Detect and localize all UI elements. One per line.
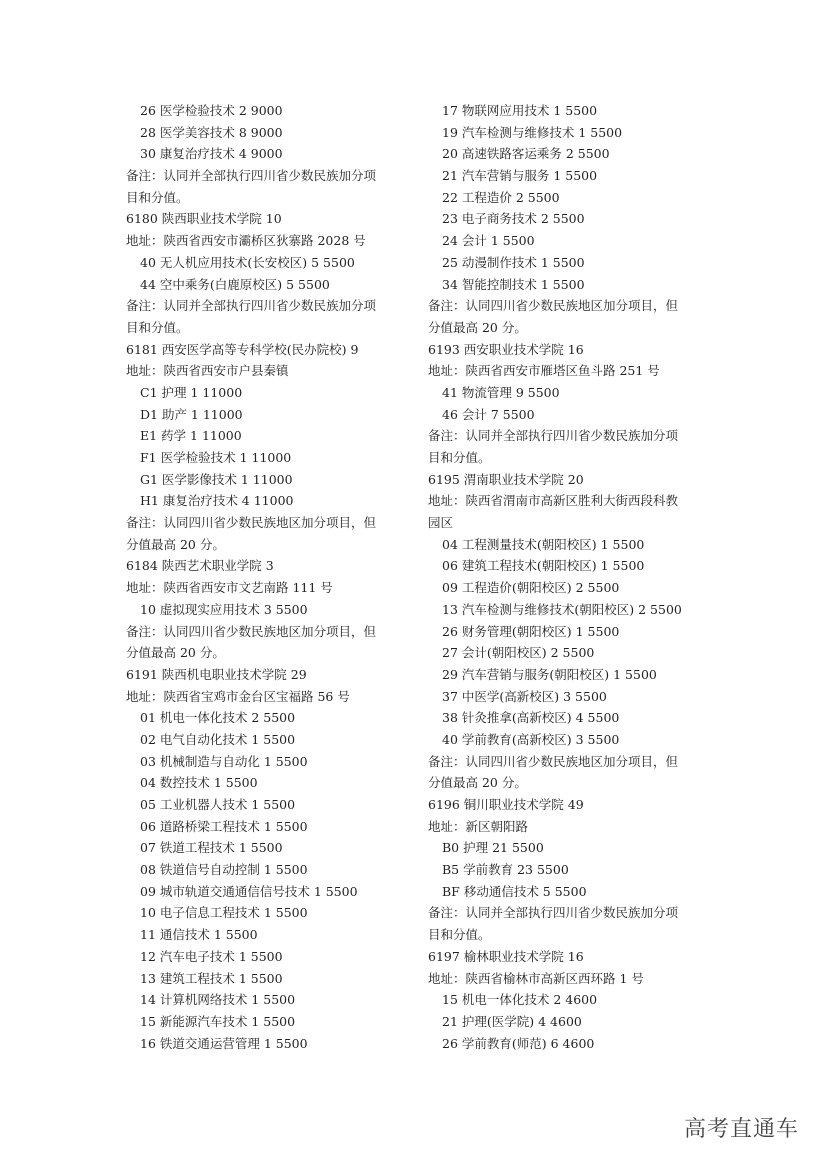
- program-entry: 26 医学检验技术 2 9000: [140, 103, 283, 118]
- program-entry: 29 汽车营销与服务(朝阳校区) 1 5500: [442, 666, 657, 682]
- program-entry: 05 工业机器人技术 1 5500: [140, 797, 296, 812]
- program-entry: 25 动漫制作技术 1 5500: [442, 254, 585, 270]
- program-entry: 23 电子商务技术 2 5500: [442, 211, 585, 227]
- program-entry: 04 工程测量技术(朝阳校区) 1 5500: [442, 536, 645, 552]
- program-entry: 27 会计(朝阳校区) 2 5500: [442, 645, 595, 661]
- program-entry: 37 中医学(高新校区) 3 5500: [442, 688, 607, 704]
- program-entry: B0 护理 21 5500: [442, 840, 544, 856]
- text-line: 备注：认同并全部执行四川省少数民族加分项: [126, 298, 377, 314]
- text-line: 6184 陕西艺术职业学院 3: [126, 558, 274, 574]
- program-entry: 08 铁道信号自动控制 1 5500: [140, 862, 308, 878]
- text-line: 目和分值。: [428, 927, 491, 943]
- program-entry: 21 护理(医学院) 4 4600: [442, 1013, 582, 1029]
- program-entry: 16 铁道交通运营管理 1 5500: [140, 1035, 308, 1051]
- text-line: 6180 陕西职业技术学院 10: [126, 211, 282, 227]
- program-entry: 13 建筑工程技术 1 5500: [140, 970, 283, 986]
- program-entry: 15 新能源汽车技术 1 5500: [140, 1013, 296, 1029]
- text-line: 地址：陕西省榆林市高新区西环路 1 号: [428, 970, 644, 986]
- program-entry: 17 物联网应用技术 1 5500: [442, 103, 598, 118]
- text-line: 地址：陕西省西安市雁塔区鱼斗路 251 号: [428, 363, 660, 379]
- text-line: 分值最高 20 分。: [428, 319, 527, 335]
- text-line: 目和分值。: [126, 319, 189, 335]
- program-entry: 12 汽车电子技术 1 5500: [140, 948, 283, 964]
- program-entry: 09 城市轨道交通通信信号技术 1 5500: [140, 883, 358, 899]
- text-line: 备注：认同并全部执行四川省少数民族加分项: [428, 905, 679, 921]
- text-line: 地址：新区朝阳路: [428, 818, 529, 834]
- program-entry: 40 学前教育(高新校区) 3 5500: [442, 731, 620, 747]
- text-line: 分值最高 20 分。: [428, 775, 527, 791]
- text-line: 地址：陕西省西安市户县秦镇: [126, 363, 289, 379]
- program-entry: 26 学前教育(师范) 6 4600: [442, 1035, 595, 1051]
- text-line: 备注：认同四川省少数民族地区加分项目，但: [126, 623, 377, 639]
- program-entry: 19 汽车检测与维修技术 1 5500: [442, 124, 623, 140]
- right-column: [428, 100, 718, 1054]
- text-line: 地址：陕西省西安市灞桥区狄寨路 2028 号: [126, 233, 366, 249]
- watermark: 高考直通车: [683, 1117, 799, 1142]
- program-entry: C1 护理 1 11000: [140, 384, 243, 400]
- program-entry: 09 工程造价(朝阳校区) 2 5500: [442, 580, 620, 596]
- program-entry: 34 智能控制技术 1 5500: [442, 276, 585, 292]
- program-entry: 10 电子信息工程技术 1 5500: [140, 905, 308, 921]
- text-line: 地址：陕西省渭南市高新区胜利大街西段科教: [428, 493, 679, 509]
- program-entry: 13 汽车检测与维修技术(朝阳校区) 2 5500: [442, 601, 682, 617]
- program-entry: 02 电气自动化技术 1 5500: [140, 731, 296, 747]
- text-line: 园区: [428, 515, 454, 531]
- program-entry: B5 学前教育 23 5500: [442, 862, 569, 878]
- program-entry: 10 虚拟现实应用技术 3 5500: [140, 601, 308, 617]
- program-entry: BF 移动通信技术 5 5500: [442, 883, 587, 899]
- program-entry: E1 药学 1 11000: [140, 428, 242, 444]
- text-line: 目和分值。: [428, 450, 491, 465]
- program-entry: 30 康复治疗技术 4 9000: [140, 146, 283, 162]
- program-entry: G1 医学影像技术 1 11000: [140, 471, 293, 487]
- text-line: 6195 渭南职业技术学院 20: [428, 471, 584, 487]
- text-line: 备注：认同四川省少数民族地区加分项目，但: [428, 753, 679, 769]
- program-entry: 14 计算机网络技术 1 5500: [140, 992, 296, 1008]
- program-entry: 15 机电一体化技术 2 4600: [442, 992, 598, 1008]
- program-entry: F1 医学检验技术 1 11000: [140, 450, 292, 465]
- program-entry: 22 工程造价 2 5500: [442, 189, 560, 205]
- program-entry: 04 数控技术 1 5500: [140, 775, 258, 791]
- program-entry: 11 通信技术 1 5500: [140, 927, 258, 943]
- text-line: 目和分值。: [126, 189, 189, 205]
- program-entry: 06 道路桥梁工程技术 1 5500: [140, 818, 308, 834]
- text-line: 6193 西安职业技术学院 16: [428, 341, 584, 357]
- program-entry: 38 针灸推拿(高新校区) 4 5500: [442, 710, 620, 726]
- text-line: 6191 陕西机电职业技术学院 29: [126, 666, 307, 682]
- program-entry: 24 会计 1 5500: [442, 233, 535, 249]
- program-entry: H1 康复治疗技术 4 11000: [140, 493, 294, 509]
- program-entry: 44 空中乘务(白鹿原校区) 5 5500: [140, 276, 330, 292]
- program-entry: 21 汽车营销与服务 1 5500: [442, 168, 598, 184]
- program-entry: 28 医学美容技术 8 9000: [140, 124, 283, 140]
- program-entry: 41 物流管理 9 5500: [442, 384, 560, 400]
- text-line: 分值最高 20 分。: [126, 536, 225, 552]
- text-line: 地址：陕西省宝鸡市金台区宝福路 56 号: [126, 688, 350, 704]
- program-entry: 26 财务管理(朝阳校区) 1 5500: [442, 623, 620, 639]
- text-line: 6196 铜川职业技术学院 49: [428, 797, 584, 812]
- text-line: 备注：认同并全部执行四川省少数民族加分项: [126, 168, 377, 184]
- text-line: 6181 西安医学高等专科学校(民办院校) 9: [126, 341, 359, 357]
- text-line: 备注：认同四川省少数民族地区加分项目，但: [428, 298, 679, 314]
- text-line: 分值最高 20 分。: [126, 645, 225, 661]
- text-line: 6197 榆林职业技术学院 16: [428, 948, 584, 964]
- left-column: [126, 100, 416, 1054]
- program-entry: 46 会计 7 5500: [442, 406, 535, 422]
- program-entry: 40 无人机应用技术(长安校区) 5 5500: [140, 254, 355, 270]
- text-line: 地址：陕西省西安市文艺南路 111 号: [126, 580, 333, 596]
- text-line: 备注：认同并全部执行四川省少数民族加分项: [428, 428, 679, 444]
- program-entry: 07 铁道工程技术 1 5500: [140, 840, 283, 856]
- text-line: 备注：认同四川省少数民族地区加分项目，但: [126, 515, 377, 531]
- program-entry: D1 助产 1 11000: [140, 406, 243, 422]
- program-entry: 03 机械制造与自动化 1 5500: [140, 753, 308, 769]
- program-entry: 06 建筑工程技术(朝阳校区) 1 5500: [442, 558, 645, 574]
- program-entry: 20 高速铁路客运乘务 2 5500: [442, 146, 610, 162]
- program-entry: 01 机电一体化技术 2 5500: [140, 710, 296, 726]
